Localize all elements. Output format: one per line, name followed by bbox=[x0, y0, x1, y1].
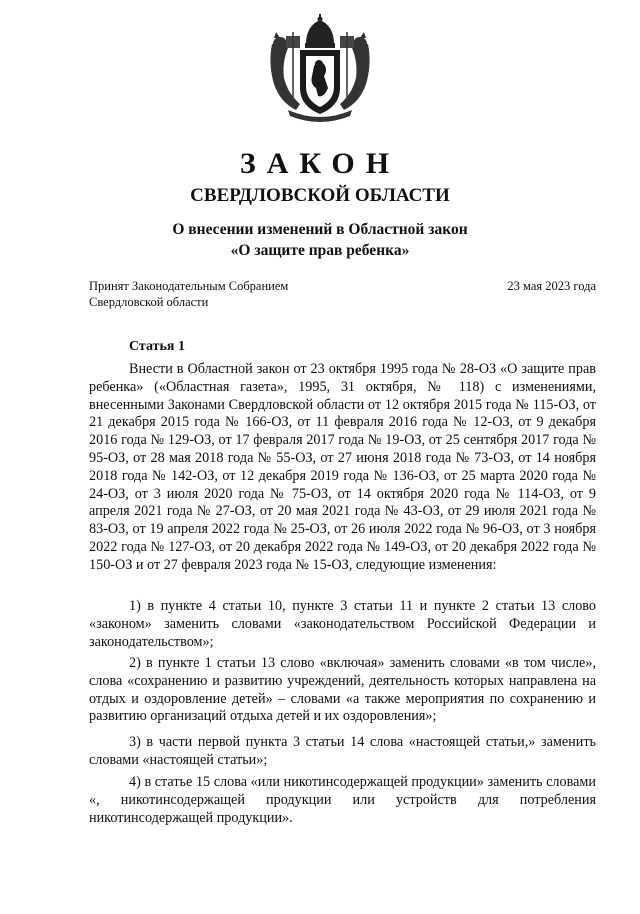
amendment-item-4 bbox=[89, 774, 596, 827]
amendment-item-text: 2) в пункте 1 статьи 13 слово «включая» заменить словами «в том числе», слова «сохранению и развитию учреждений, деятельность которых направлена на отдых и оздоровление детей» – словами «а также мероприятия по сохранению и развитию организаций отдыха детей и их оздоровления»; bbox=[89, 655, 596, 725]
coat-of-arms-emblem bbox=[262, 14, 378, 124]
article-intro bbox=[89, 361, 596, 575]
adoption-line-2: Свердловской области bbox=[89, 295, 209, 309]
law-heading-line-2: «О защите прав ребенка» bbox=[230, 242, 410, 259]
amendment-item-text: 1) в пункте 4 статьи 10, пункте 3 статьи 11 и пункте 2 статьи 13 слово «законом» заменить словами «законодательством Российской Федерации и законодательством»; bbox=[89, 598, 596, 650]
amendment-item-text: 3) в части первой пункта 3 статьи 14 слова «настоящей статьи,» заменить словами «настоящей статьи»; bbox=[89, 734, 596, 768]
amendment-item-1 bbox=[89, 598, 596, 651]
crown-icon bbox=[305, 14, 335, 48]
law-heading bbox=[0, 219, 640, 261]
amendment-item-text: 4) в статье 15 слова «или никотинсодержащей продукции» заменить словами «, никотинсодержащей продукции или устройств для потребления никотинсодержащей продукции». bbox=[89, 774, 596, 826]
law-heading-line-1: О внесении изменений в Областной закон bbox=[172, 221, 468, 238]
adoption-line-1: Принят Законодательным Собранием bbox=[89, 279, 289, 293]
article-intro-paragraph: Внести в Областной закон от 23 октября 1995 года № 28-ОЗ «О защите прав ребенка» («Областная газета», 1995, 31 октября, № 118) с изменениями, внесенными Законами Свердловской области от 12 октября 2015 года № 115-ОЗ, от 21 декабря 2015 года № 166-ОЗ, от 11 февраля 2016 года № 12-ОЗ, от 9 декабря 2016 года № 129-ОЗ, от 17 февраля 2017 года № 19-ОЗ, от 25 сентября 2017 года № 95-ОЗ, от 28 мая 2018 года № 55-ОЗ, от 27 июня 2018 года № 73-ОЗ, от 14 ноября 2018 года № 142-ОЗ, от 12 декабря 2019 года № 136-ОЗ, от 25 марта 2020 года № 24-ОЗ, от 3 июля 2020 года № 75-ОЗ, от 14 октября 2020 года № 114-ОЗ, от 9 апреля 2021 года № 27-ОЗ, от 20 мая 2021 года № 43-ОЗ, от 29 июля 2021 года № 83-ОЗ, от 19 апреля 2022 года № 25-ОЗ, от 26 июля 2022 года № 96-ОЗ, от 3 ноября 2022 года № 127-ОЗ, от 20 декабря 2022 года № 149-ОЗ, от 20 декабря 2022 года № 150-ОЗ и от 27 февраля 2023 года № 15-ОЗ, следующие изменения: bbox=[89, 361, 596, 573]
shield-icon bbox=[300, 50, 340, 114]
region-subtitle: СВЕРДЛОВСКОЙ ОБЛАСТИ bbox=[190, 185, 450, 206]
amendment-item-3 bbox=[89, 734, 596, 770]
document-type-title: ЗАКОН bbox=[239, 147, 401, 180]
adoption-info bbox=[89, 278, 288, 310]
amendment-item-2 bbox=[89, 655, 596, 726]
adoption-date: 23 мая 2023 года bbox=[507, 279, 596, 293]
article-title: Статья 1 bbox=[129, 339, 185, 354]
